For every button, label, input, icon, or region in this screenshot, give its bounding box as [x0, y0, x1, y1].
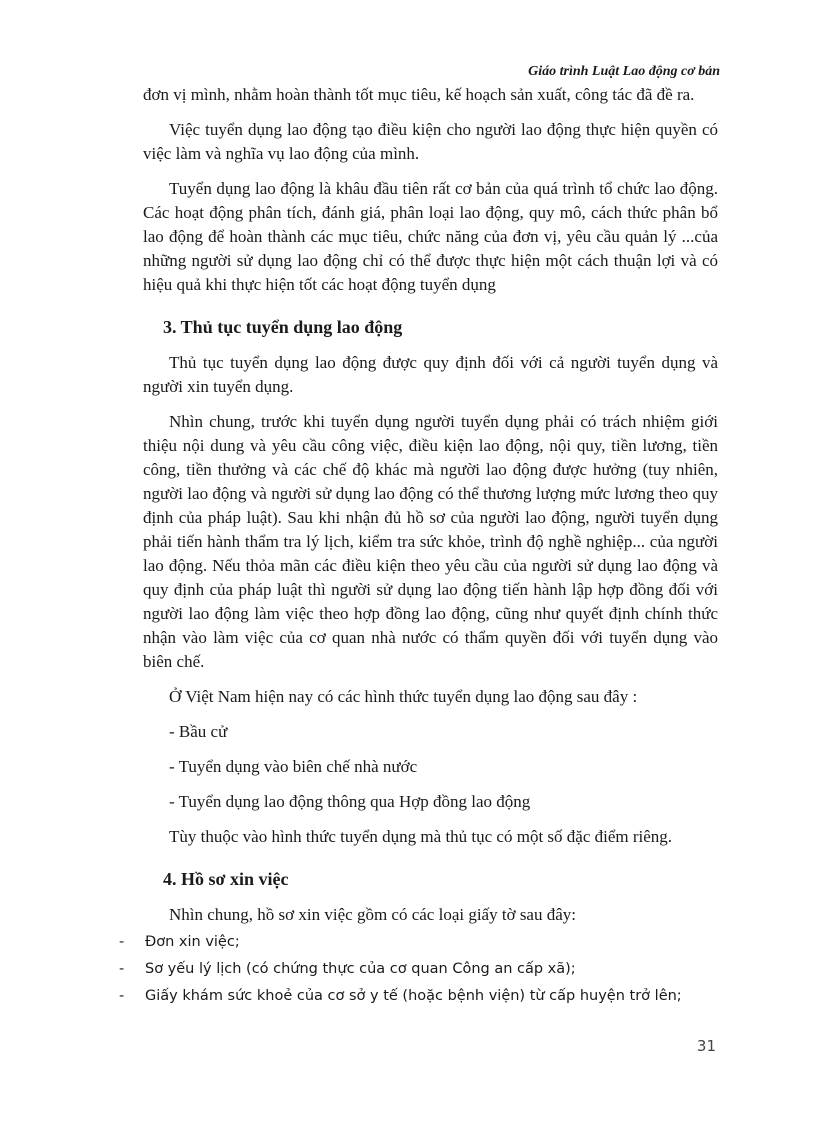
section-3-heading: 3. Thủ tục tuyển dụng lao động [163, 317, 403, 337]
document-item-text: Giấy khám sức khoẻ của cơ sở y tế (hoặc bệnh viện) từ cấp huyện trở lên; [145, 988, 682, 1004]
document-item [115, 984, 718, 1008]
paragraph-right-to-work: Việc tuyển dụng lao động tạo điều kiện cho người lao động thực hiện quyền có việc làm và nghĩa vụ lao động của mình. [143, 120, 718, 163]
document-item-text: Đơn xin việc; [145, 934, 240, 950]
page-content [119, 83, 718, 1011]
document-item [115, 930, 718, 954]
list-dash: - [119, 934, 125, 950]
list-dash: - [119, 988, 125, 1004]
form-item-labor-contract: - Tuyển dụng lao động thông qua Hợp đồng lao động [169, 792, 531, 811]
page-number: 31 [696, 1037, 716, 1055]
paragraph-continuation: đơn vị mình, nhằm hoàn thành tốt mục tiêu, kế hoạch sản xuất, công tác đã đề ra. [143, 85, 695, 104]
document-item [115, 957, 718, 981]
section-3-paragraph-scope: Thủ tục tuyển dụng lao động được quy định đối với cả người tuyển dụng và người xin tuyển dụng. [143, 353, 718, 396]
form-item-election: - Bầu cử [169, 722, 228, 741]
section-4-heading: 4. Hồ sơ xin việc [163, 869, 289, 889]
form-item-state-staff: - Tuyển dụng vào biên chế nhà nước [169, 757, 418, 776]
running-header: Giáo trình Luật Lao động cơ bản [528, 64, 720, 79]
section-3-forms-intro: Ở Việt Nam hiện nay có các hình thức tuyển dụng lao động sau đây : [169, 687, 638, 706]
paragraph-recruitment-role: Tuyển dụng lao động là khâu đầu tiên rất cơ bản của quá trình tổ chức lao động. Các hoạt động phân tích, đánh giá, phân loại lao động, quy mô, cách thức phân bổ lao động để hoàn thành các mục tiêu, chức năng của đơn vị, yêu cầu quản lý ...của những người sử dụng lao động chỉ có thể được thực hiện một cách thuận lợi và có hiệu quả khi thực hiện tốt các hoạt động tuyển dụng [143, 179, 718, 294]
document-item-text: Sơ yếu lý lịch (có chứng thực của cơ quan Công an cấp xã); [145, 961, 576, 977]
section-3-paragraph-procedure: Nhìn chung, trước khi tuyển dụng người tuyển dụng phải có trách nhiệm giới thiệu nội dung và yêu cầu công việc, điều kiện lao động, nội quy, tiền lương, tiền công, tiền thưởng và các chế độ khác mà người lao động được hưởng (tuy nhiên, người lao động và người sử dụng lao động có thể thương lượng mức lương theo quy định của pháp luật). Sau khi nhận đủ hồ sơ của người lao động, người tuyển dụng phải tiến hành thẩm tra lý lịch, kiểm tra sức khỏe, trình độ nghề nghiệp... của người lao động. Nếu thỏa mãn các điều kiện theo yêu cầu của người sử dụng lao động và quy định của pháp luật thì người sử dụng lao động tiến hành lập hợp đồng đối với người lao động làm việc theo hợp đồng lao động, cũng như quyết định chính thức nhận vào làm việc của cơ quan nhà nước có thẩm quyền đối với tuyển dụng vào biên chế. [143, 412, 718, 671]
list-dash: - [119, 961, 125, 977]
section-3-closing: Tùy thuộc vào hình thức tuyển dụng mà thủ tục có một số đặc điểm riêng. [169, 827, 673, 846]
section-4-intro: Nhìn chung, hồ sơ xin việc gồm có các loại giấy tờ sau đây: [169, 905, 576, 924]
document-list [119, 930, 718, 1008]
